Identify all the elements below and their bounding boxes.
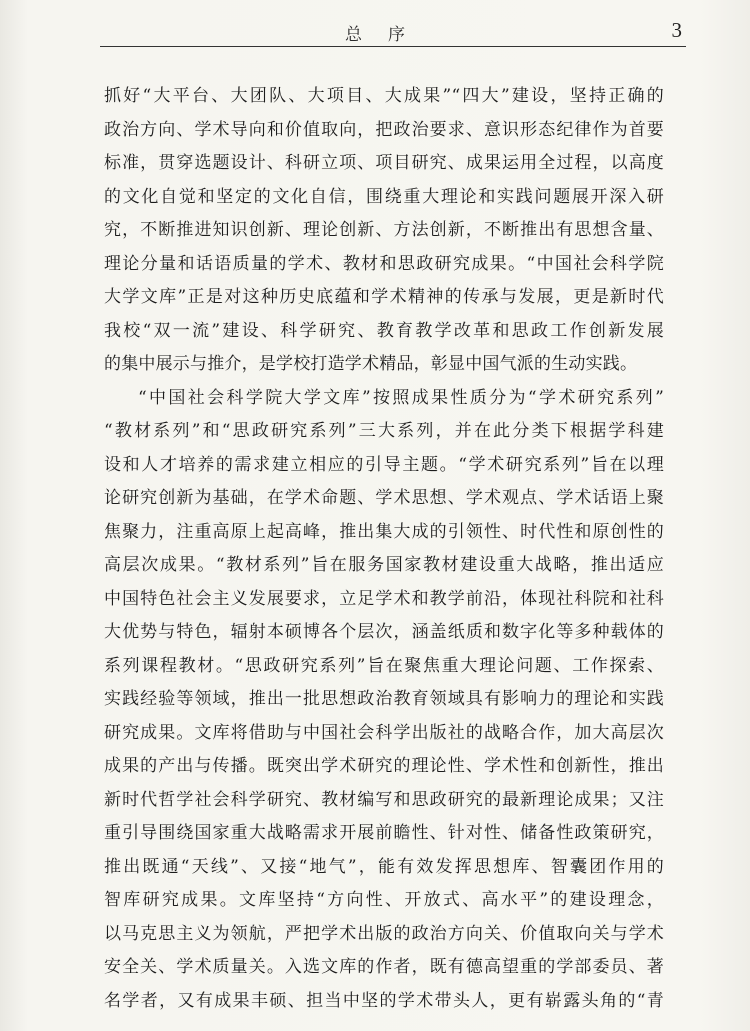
text-line: 推出既通“天线”、又接“地气”，能有效发挥思想库、智囊团作用的: [104, 856, 664, 877]
text-line: 高层次成果。“教材系列”旨在服务国家教材建设重大战略，推出适应: [104, 555, 664, 575]
text-line: 系列课程教材。“思政研究系列”旨在聚焦重大理论问题、工作探索、: [104, 655, 664, 676]
text-line: 以马克思主义为领航，严把学术出版的政治方向关、价值取向关与学术: [104, 923, 664, 944]
text-line: 安全关、学术质量关。入选文库的作者，既有德高望重的学部委员、著: [104, 957, 664, 977]
text-line: 究，不断推进知识创新、理论创新、方法创新，不断推出有思想含量、: [104, 220, 664, 240]
text-line: 设和人才培养的需求建立相应的引导主题。“学术研究系列”旨在以理: [104, 454, 664, 475]
text-line: 智库研究成果。文库坚持“方向性、开放式、高水平”的建设理念，: [104, 890, 664, 910]
paragraph-first-line: “中国社会科学院大学文库”按照成果性质分为“学术研究系列”: [138, 387, 664, 408]
text-line: 的文化自觉和坚定的文化自信，围绕重大理论和实践问题展开深入研: [104, 186, 664, 207]
text-line: 的集中展示与推介，是学校打造学术精品，彰显中国气派的生动实践。: [104, 354, 638, 374]
text-line: 研究成果。文库将借助与中国社会科学出版社的战略合作，加大高层次: [104, 722, 664, 743]
body-text: [104, 80, 664, 1018]
text-line: 大学文库”正是对这种历史底蕴和学术精神的传承与发展，更是新时代: [104, 287, 664, 307]
page-number: 3: [671, 18, 682, 42]
text-line: 大优势与特色，辐射本硕博各个层次，涵盖纸质和数字化等多种载体的: [104, 622, 664, 642]
text-line: 成果的产出与传播。既突出学术研究的理论性、学术性和创新性，推出: [104, 756, 664, 776]
text-line: “教材系列”和“思政研究系列”三大系列，并在此分类下根据学科建: [104, 421, 664, 441]
text-line: 中国特色社会主义发展要求，立足学术和教学前沿，体现社科院和社科: [104, 588, 664, 609]
text-line: 新时代哲学社会科学研究、教材编写和思政研究的最新理论成果；又注: [104, 789, 664, 810]
text-line: 政治方向、学术导向和价值取向，把政治要求、意识形态纪律作为首要: [104, 119, 664, 140]
text-line: 名学者，又有成果丰硕、担当中坚的学术带头人，更有崭露头角的“青: [104, 990, 664, 1011]
text-line: 标准，贯穿选题设计、科研立项、项目研究、成果运用全过程，以高度: [104, 153, 664, 173]
running-header: [0, 18, 750, 48]
text-line: 重引导围绕国家重大战略需求开展前瞻性、针对性、储备性政策研究，: [104, 823, 664, 843]
text-line: 抓好“大平台、大团队、大项目、大成果”“四大”建设，坚持正确的: [104, 86, 664, 106]
text-line: 焦聚力，注重高原上起高峰，推出集大成的引领性、时代性和原创性的: [104, 521, 664, 542]
text-line: 论研究创新为基础，在学术命题、学术思想、学术观点、学术话语上聚: [104, 488, 664, 508]
text-line: 我校“双一流”建设、科学研究、教育教学改革和思政工作创新发展: [104, 320, 664, 341]
header-rule: [100, 46, 686, 47]
text-line: 理论分量和话语质量的学术、教材和思政研究成果。“中国社会科学院: [104, 253, 664, 274]
text-line: 实践经验等领域，推出一批思想政治教育领域具有影响力的理论和实践: [104, 689, 664, 709]
running-title: 总序: [345, 25, 431, 45]
